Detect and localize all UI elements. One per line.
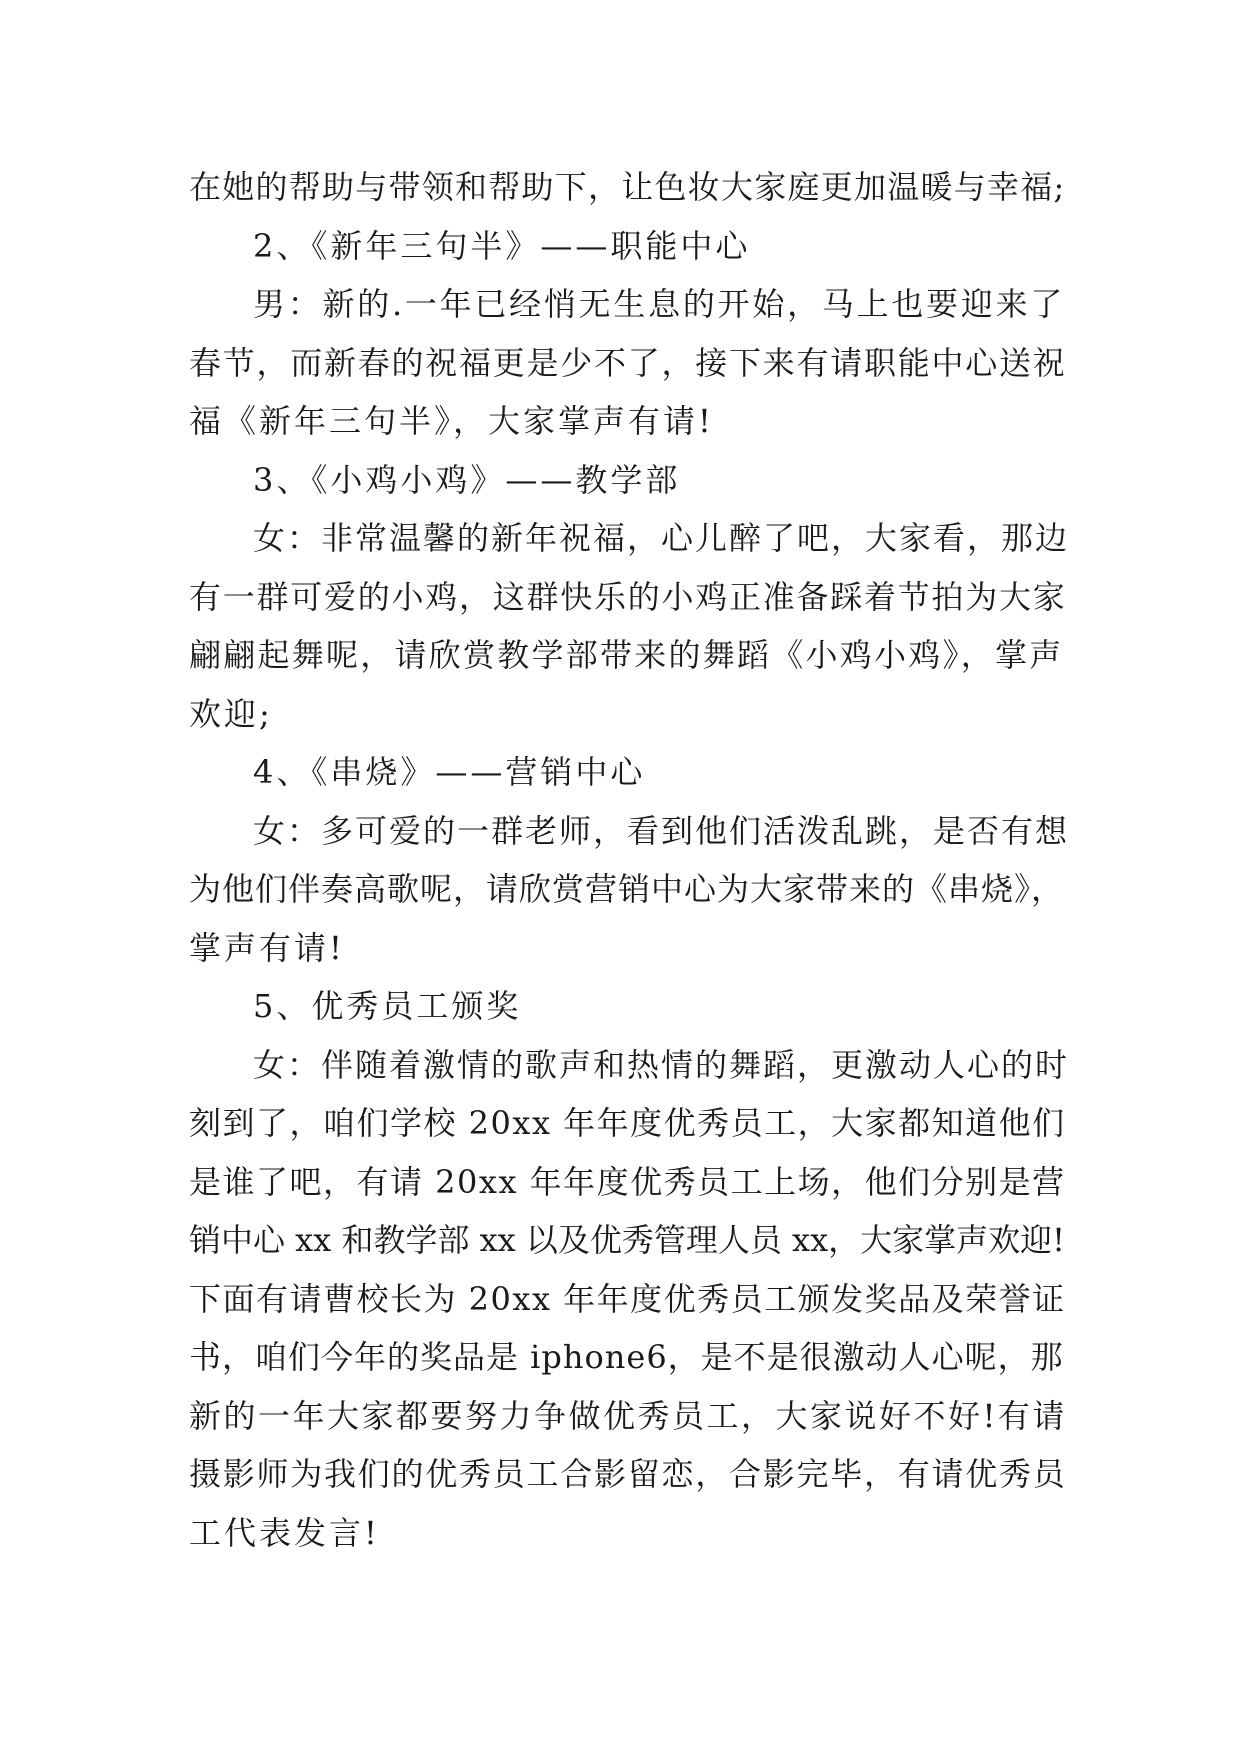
text-line: 欢迎;: [189, 694, 273, 733]
text-line: 摄影师为我们的优秀员工合影留恋，合影完毕，有请优秀员: [189, 1455, 1067, 1493]
text-line: 福《新年三句半》，大家掌声有请!: [189, 402, 714, 440]
text-line: 是谁了吧，有请 20xx 年年度优秀员工上场，他们分别是营: [189, 1162, 1066, 1201]
text-line: 男：新的.一年已经悄无生息的开始，马上也要迎来了: [253, 285, 1066, 323]
text-line: 为他们伴奏高歌呢，请欣赏营销中心为大家带来的《串烧》，: [189, 870, 1065, 908]
text-line: 书，咱们今年的奖品是 iphone6，是不是很激动人心呢，那: [189, 1338, 1064, 1376]
text-line: 销中心 xx 和教学部 xx 以及优秀管理人员 xx，大家掌声欢迎!: [189, 1221, 1066, 1259]
text-line: 新的一年大家都要努力争做优秀员工，大家说好不好!有请: [189, 1396, 1067, 1435]
text-line: 女：多可爱的一群老师，看到他们活泼乱跳，是否有想: [253, 811, 1070, 850]
program-item-heading: 2、《新年三句半》——职能中心: [253, 226, 751, 265]
program-item-heading: 5、优秀员工颁奖: [253, 987, 522, 1025]
text-line: 刻到了，咱们学校 20xx 年年度优秀员工，大家都知道他们: [189, 1104, 1066, 1142]
program-item-heading: 3、《小鸡小鸡》——教学部: [253, 460, 681, 499]
text-line: 女：伴随着激情的歌声和热情的舞蹈，更激动人心的时: [253, 1045, 1070, 1084]
text-line: 掌声有请!: [189, 928, 345, 967]
document-body: [189, 158, 1069, 1562]
text-line: 在她的帮助与带领和帮助下，让色妆大家庭更加温暖与幸福;: [189, 168, 1066, 206]
text-line: 女：非常温馨的新年祝福，心儿醉了吧，大家看，那边: [253, 519, 1070, 557]
text-line: 翩翩起舞呢，请欣赏教学部带来的舞蹈《小鸡小鸡》，掌声: [189, 636, 1064, 674]
text-line: 工代表发言!: [189, 1513, 380, 1552]
program-item-heading: 4、《串烧》——营销中心: [253, 753, 646, 791]
text-line: 有一群可爱的小鸡，这群快乐的小鸡正准备踩着节拍为大家: [189, 577, 1067, 616]
text-line: 下面有请曹校长为 20xx 年年度优秀员工颁发奖品及荣誉证: [189, 1279, 1066, 1318]
text-line: 春节，而新春的祝福更是少不了，接下来有请职能中心送祝: [189, 343, 1067, 382]
